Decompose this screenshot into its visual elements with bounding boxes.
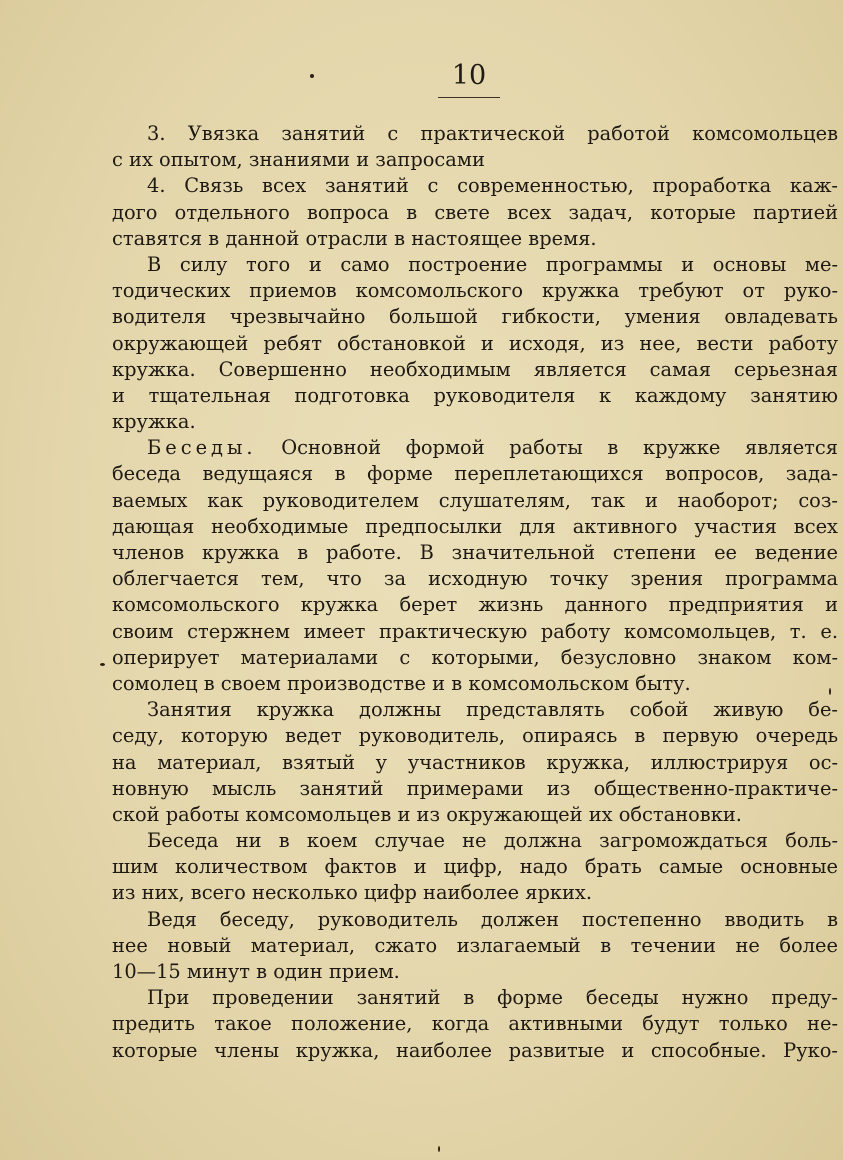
text-line: седу, которую ведет руководитель, опираясь в первую очередь — [112, 724, 838, 748]
print-speck — [100, 663, 105, 666]
text-line: облегчается тем, что за исходную точку зрения программа — [112, 567, 838, 591]
body-text — [112, 121, 838, 1064]
text-line: тодических приемов комсомольского кружка требуют от руко- — [112, 279, 838, 303]
text-line: В силу того и само построение программы и основы ме- — [147, 252, 838, 276]
text-line: которые члены кружка, наиболее развитые и способные. Руко- — [112, 1038, 838, 1062]
text-line: кружка. — [112, 410, 196, 434]
text-line: ваемых как руководителем слушателям, так и наоборот; соз- — [112, 488, 838, 512]
text-line: предить такое положение, когда активными будут только не- — [112, 1012, 838, 1036]
text-line: членов кружка в работе. В значительной степени ее ведение — [112, 541, 838, 564]
text-line: кружка. Совершенно необходимым является самая серьезная — [112, 357, 838, 381]
text-line: дого отдельного вопроса в свете всех задач, которые партией — [112, 200, 838, 224]
text-line: ской работы комсомольцев и из окружающей их обстановки. — [112, 802, 742, 826]
print-speck — [829, 688, 831, 695]
text-line: 3. Увязка занятий с практической работой комсомольцев — [147, 122, 838, 145]
text-fragment: Основной формой работы в кружке является — [256, 436, 838, 460]
page-number-rule — [438, 97, 500, 98]
text-line: комсомольского кружка берет жизнь данного предприятия и — [112, 593, 838, 617]
page-number: 10 — [451, 60, 487, 91]
text-line: оперирует материалами с которыми, безусловно знаком ком- — [112, 645, 838, 669]
text-line: с их опытом, знаниями и запросами — [112, 148, 485, 172]
text-line: из них, всего несколько цифр наиболее ярких. — [112, 881, 593, 905]
print-speck — [438, 1146, 440, 1152]
text-line: Беседа ни в коем случае не должна загромождаться боль- — [147, 829, 838, 853]
text-line: Занятия кружка должны представлять собой живую бе- — [147, 698, 838, 722]
text-line: окружающей ребят обстановкой и исходя, из нее, вести работу — [112, 331, 838, 355]
text-line: нее новый материал, сжато излагаемый в течении не более — [112, 933, 838, 957]
text-line: сомолец в своем производстве и в комсомольском быту. — [112, 671, 691, 695]
text-line: 4. Связь всех занятий с современностью, проработка каж- — [147, 174, 838, 198]
text-line: беседа ведущаяся в форме переплетающихся вопросов, зада- — [112, 462, 838, 486]
section-lead: Беседы. — [147, 436, 257, 460]
print-speck — [310, 74, 314, 78]
text-line: При проведении занятий в форме беседы нужно преду- — [147, 986, 838, 1010]
text-line: дающая необходимые предпосылки для активного участия всех — [112, 514, 838, 538]
text-line: и тщательная подготовка руководителя к каждому занятию — [112, 383, 838, 407]
text-line: новную мысль занятий примерами из общественно-практиче- — [112, 776, 838, 800]
text-line: 10—15 минут в один прием. — [112, 960, 400, 983]
text-line: шим количеством фактов и цифр, надо брать самые основные — [112, 855, 838, 879]
text-line: на материал, взятый у участников кружка, иллюстрируя ос- — [112, 750, 838, 774]
text-line: водителя чрезвычайно большой гибкости, умения овладевать — [112, 305, 838, 329]
text-line: Ведя беседу, руководитель должен постепенно вводить в — [147, 907, 838, 931]
text-line-besedy — [112, 435, 838, 461]
text-line: ставятся в данной отрасли в настоящее время. — [112, 226, 597, 250]
text-line: своим стержнем имеет практическую работу комсомольцев, т. е. — [112, 619, 838, 643]
